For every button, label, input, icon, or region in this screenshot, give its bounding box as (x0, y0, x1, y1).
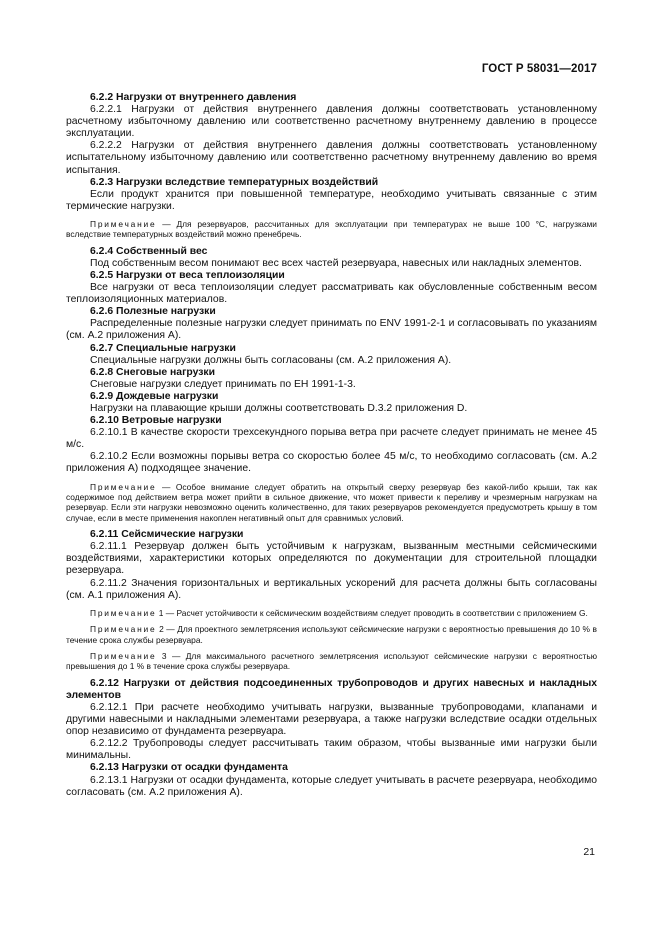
section-heading: 6.2.12 Нагрузки от действия подсоединенных трубопроводов и других навесных и накладных элементов (66, 677, 597, 701)
paragraph: 6.2.11.2 Значения горизонтальных и вертикальных ускорений для расчета должны быть согласованы (см. А.1 приложения А). (66, 577, 597, 601)
section-heading: 6.2.7 Специальные нагрузки (90, 342, 236, 354)
section-heading: 6.2.5 Нагрузки от веса теплоизоляции (90, 269, 285, 281)
paragraph: Если продукт хранится при повышенной температуре, необходимо учитывать связанные с этим термические нагрузки. (66, 188, 597, 212)
note-label: Примечание (90, 624, 157, 635)
section-heading: 6.2.11 Сейсмические нагрузки (90, 529, 244, 541)
note-text: — Особое внимание следует обратить на открытый сверху резервуар без какой-либо крыши, так как содержимое под действием ветра может прийти в сильное движение, что может привести к переливу и чрезмерным нагрузкам на резервуар. Если эти нагрузки невозможно оценить количественно, для таких резервуаров рекомендуется предусмотреть крышу в том случае, если в месте применения накоплен негативный опыт для сравнимых условий. (66, 481, 597, 523)
section-heading: 6.2.8 Снеговые нагрузки (90, 366, 216, 378)
paragraph: 6.2.2.2 Нагрузки от действия внутреннего давления должны соответствовать установленному испытательному избыточному давлению или соответственно расчетному внутреннему давлению во время испытания. (66, 140, 597, 176)
standard-designation: ГОСТ Р 58031—2017 (481, 63, 597, 75)
paragraph: 6.2.13.1 Нагрузки от осадки фундамента, которые следует учитывать в расчете резервуара, необходимо согласовать (см. А.2 приложения А). (66, 774, 597, 798)
page-number: 21 (583, 846, 595, 858)
paragraph: Все нагрузки от веса теплоизоляции следует рассматривать как обусловленные собственным весом теплоизоляционных материалов. (66, 282, 597, 306)
paragraph: Специальные нагрузки должны быть согласованы (см. А.2 приложения А). (90, 354, 452, 366)
paragraph: 6.2.11.1 Резервуар должен быть устойчивым к нагрузкам, вызванным местными сейсмическими воздействиями, характеристики которых определяются по документации для строительной площадки резервуара. (66, 541, 597, 577)
note (66, 482, 597, 524)
section-heading: 6.2.6 Полезные нагрузки (90, 306, 216, 318)
note-text: 1 — Расчет устойчивости к сейсмическим воздействиям следует проводить в соответствии с приложением G. (156, 607, 588, 618)
note-label: Примечание (90, 650, 157, 661)
paragraph: 6.2.10.2 Если возможны порывы ветра со скоростью более 45 м/с, то необходимо согласовать (см. А.2 приложения А) подходящее значение. (66, 451, 597, 475)
note (66, 624, 597, 645)
document-body (66, 92, 597, 799)
section-heading: 6.2.4 Собственный вес (90, 245, 208, 257)
paragraph: 6.2.12.1 При расчете необходимо учитывать нагрузки, вызванные трубопроводами, клапанами и другими навесными и накладными элементами резервуара, а также нагрузки вследствие осадки отдельных опор независимо от фундамента резервуара. (66, 701, 597, 738)
note (66, 219, 597, 240)
paragraph: Под собственным весом понимают вес всех частей резервуара, навесных или накладных элементов. (90, 257, 582, 269)
section-heading: 6.2.3 Нагрузки вследствие температурных воздействий (90, 176, 379, 188)
note-label: Примечание (90, 481, 157, 492)
paragraph: 6.2.2.1 Нагрузки от действия внутреннего давления должны соответствовать установленному расчетному избыточному давлению или соответственно расчетному внутреннему давлению в процессе эксплуатации. (66, 104, 597, 140)
paragraph: 6.2.10.1 В качестве скорости трехсекундного порыва ветра при расчете следует принимать не менее 45 м/с. (66, 427, 597, 451)
paragraph: Нагрузки на плавающие крыши должны соответствовать D.3.2 приложения D. (90, 402, 468, 414)
note-label: Примечание (90, 218, 157, 229)
note-text: 3 — Для максимального расчетного землетрясения используют сейсмические нагрузки с вероятностью превышения до 1 % в течение срока службы резервуара. (66, 650, 597, 672)
section-heading: 6.2.2 Нагрузки от внутреннего давления (90, 92, 297, 103)
note-text: 2 — Для проектного землетрясения используют сейсмические нагрузки с вероятностью превышения до 10 % в течение срока службы резервуара. (66, 624, 597, 645)
note-text: — Для резервуаров, рассчитанных для эксплуатации при температурах не выше 100 °С, нагрузками вследствие температурных воздействий можно пренебречь. (66, 218, 597, 240)
section-heading: 6.2.13 Нагрузки от осадки фундамента (90, 762, 288, 774)
note (66, 651, 597, 672)
note-label: Примечание (90, 607, 157, 618)
paragraph: Снеговые нагрузки следует принимать по ЕН 1991-1-3. (90, 378, 356, 390)
paragraph: 6.2.12.2 Трубопроводы следует рассчитывать таким образом, чтобы вызванные ими нагрузки были минимальны. (66, 738, 597, 762)
section-heading: 6.2.10 Ветровые нагрузки (90, 415, 222, 427)
note (66, 608, 597, 618)
section-heading: 6.2.9 Дождевые нагрузки (90, 390, 219, 402)
paragraph: Распределенные полезные нагрузки следует принимать по ENV 1991-2-1 и согласовывать по указаниям (см. А.2 приложения А). (66, 318, 597, 342)
